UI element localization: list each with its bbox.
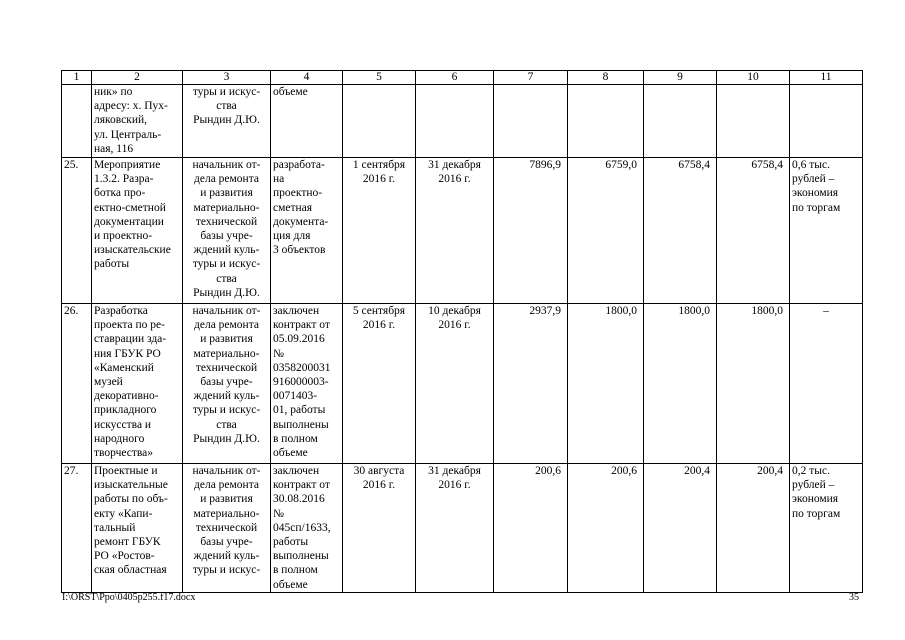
value-cell: 200,4 — [644, 464, 717, 593]
value-cell: 200,4 — [717, 464, 790, 593]
value-cell: 7896,9 — [494, 158, 568, 304]
activity-cell: ник» по адресу: х. Пух- ляковский, ул. Централь- ная, 116 — [92, 85, 183, 158]
table-row — [62, 304, 863, 464]
column-header: 7 — [494, 71, 568, 85]
result-cell: заключен контракт от 05.09.2016 № 0358200031 916000003- 0071403- 01, работы выполнены в полном объеме — [271, 304, 343, 464]
row-number-cell — [62, 85, 92, 158]
file-path-footer: I:\ORST\Ppo\0405p255.f17.docx — [62, 592, 196, 603]
start-date-cell: 30 августа 2016 г. — [343, 464, 416, 593]
start-date-cell — [343, 85, 416, 158]
table-row — [62, 158, 863, 304]
value-cell — [717, 85, 790, 158]
report-table — [61, 70, 863, 593]
responsible-cell: начальник от- дела ремонта и развития материально- технической базы учре- ждений куль- туры и искус- — [183, 464, 271, 593]
end-date-cell — [416, 85, 494, 158]
activity-cell: Мероприятие 1.3.2. Разра- ботка про- ектно-сметной документации и проектно- изыскательские работы — [92, 158, 183, 304]
column-header: 5 — [343, 71, 416, 85]
value-cell: 2937,9 — [494, 304, 568, 464]
value-cell: 200,6 — [568, 464, 644, 593]
activity-cell: Проектные и изыскательные работы по объ- екту «Капи- тальный ремонт ГБУК РО «Ростов- ская областная — [92, 464, 183, 593]
row-number-cell: 26. — [62, 304, 92, 464]
value-cell: 6759,0 — [568, 158, 644, 304]
column-header: 2 — [92, 71, 183, 85]
value-cell: 1800,0 — [568, 304, 644, 464]
value-cell — [494, 85, 568, 158]
start-date-cell: 5 сентября 2016 г. — [343, 304, 416, 464]
note-cell: 0,6 тыс. рублей – экономия по торгам — [790, 158, 863, 304]
value-cell: 1800,0 — [644, 304, 717, 464]
column-header: 4 — [271, 71, 343, 85]
column-header: 1 — [62, 71, 92, 85]
start-date-cell: 1 сентября 2016 г. — [343, 158, 416, 304]
column-header: 6 — [416, 71, 494, 85]
responsible-cell: начальник от- дела ремонта и развития материально- технической базы учре- ждений куль- туры и искус- ства Рындин Д.Ю. — [183, 304, 271, 464]
note-cell: – — [790, 304, 863, 464]
column-header: 10 — [717, 71, 790, 85]
column-header: 3 — [183, 71, 271, 85]
row-number-cell: 27. — [62, 464, 92, 593]
column-header: 8 — [568, 71, 644, 85]
value-cell — [568, 85, 644, 158]
end-date-cell: 10 декабря 2016 г. — [416, 304, 494, 464]
value-cell: 1800,0 — [717, 304, 790, 464]
page-number: 35 — [849, 592, 859, 603]
column-header: 9 — [644, 71, 717, 85]
value-cell: 6758,4 — [644, 158, 717, 304]
value-cell: 6758,4 — [717, 158, 790, 304]
result-cell: разработа- на проектно- сметная документа- ция для 3 объектов — [271, 158, 343, 304]
result-cell: объеме — [271, 85, 343, 158]
table-row — [62, 464, 863, 593]
responsible-cell: начальник от- дела ремонта и развития материально- технической базы учре- ждений куль- туры и искус- ства Рындин Д.Ю. — [183, 158, 271, 304]
note-cell: 0,2 тыс. рублей – экономия по торгам — [790, 464, 863, 593]
row-number-cell: 25. — [62, 158, 92, 304]
note-cell — [790, 85, 863, 158]
end-date-cell: 31 декабря 2016 г. — [416, 464, 494, 593]
table-row — [62, 85, 863, 158]
value-cell: 200,6 — [494, 464, 568, 593]
column-number-row — [62, 71, 863, 85]
result-cell: заключен контракт от 30.08.2016 № 045сп/1633, работы выполнены в полном объеме — [271, 464, 343, 593]
column-header: 11 — [790, 71, 863, 85]
activity-cell: Разработка проекта по ре- ставрации зда- ния ГБУК РО «Каменский музей декоративно- прикладного искусства и народного творчества» — [92, 304, 183, 464]
responsible-cell: туры и искус- ства Рындин Д.Ю. — [183, 85, 271, 158]
end-date-cell: 31 декабря 2016 г. — [416, 158, 494, 304]
value-cell — [644, 85, 717, 158]
